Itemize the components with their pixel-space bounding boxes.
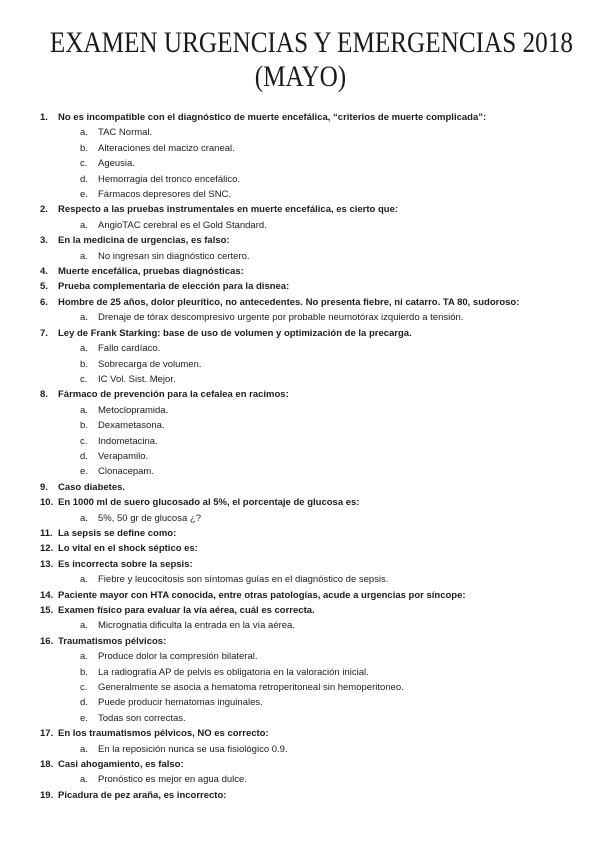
question-number: 5. xyxy=(40,281,48,293)
question-line xyxy=(40,326,580,341)
question-item xyxy=(40,326,580,388)
option-line xyxy=(80,357,580,372)
option-text: Todas son correctas. xyxy=(98,712,186,724)
option-text: Fiebre y leucocitosis son síntomas guías en el diagnóstico de sepsis. xyxy=(98,574,389,586)
option-line xyxy=(80,141,580,156)
question-number: 3. xyxy=(40,235,48,247)
question-line xyxy=(40,233,580,248)
option-line xyxy=(80,434,580,449)
question-number: 14. xyxy=(40,589,54,601)
question-text: Fármaco de prevención para la cefalea en racimos: xyxy=(58,389,289,401)
option-text: En la reposición nunca se usa fisiológico 0.9. xyxy=(98,743,288,755)
question-number: 4. xyxy=(40,266,48,278)
option-letter: c. xyxy=(80,158,88,170)
question-line xyxy=(40,541,580,556)
option-letter: b. xyxy=(80,358,88,370)
option-text: AngioTAC cerebral es el Gold Standard. xyxy=(98,219,267,231)
question-text: Ley de Frank Starking: base de uso de volumen y optimización de la precarga. xyxy=(58,327,412,339)
option-line xyxy=(80,742,580,757)
option-letter: e. xyxy=(80,189,88,201)
option-text: Metoclopramida. xyxy=(98,404,169,416)
question-text: En 1000 ml de suero glucosado al 5%, el porcentaje de glucosa es: xyxy=(58,497,360,509)
question-text: Paciente mayor con HTA conocida, entre otras patologías, acude a urgencias por síncope: xyxy=(58,589,466,601)
option-line xyxy=(80,341,580,356)
question-number: 10. xyxy=(40,497,54,509)
option-letter: a. xyxy=(80,343,88,355)
question-line xyxy=(40,788,580,803)
question-text: Examen físico para evaluar la vía aérea, cuál es correcta. xyxy=(58,605,315,616)
option-line xyxy=(80,449,580,464)
question-number: 8. xyxy=(40,389,48,401)
option-letter: e. xyxy=(80,466,88,478)
question-list xyxy=(0,110,600,803)
question-item xyxy=(40,726,580,757)
option-letter: b. xyxy=(80,142,88,154)
question-line xyxy=(40,480,580,495)
question-line xyxy=(40,526,580,541)
question-text: No es incompatible con el diagnóstico de muerte encefálica, “criterios de muerte complicada”: xyxy=(58,112,487,123)
option-line xyxy=(80,125,580,140)
question-item xyxy=(40,526,580,541)
option-letter: a. xyxy=(80,512,88,524)
option-letter: b. xyxy=(80,420,88,432)
question-item xyxy=(40,233,580,264)
question-line xyxy=(40,603,580,618)
option-line xyxy=(80,403,580,418)
option-letter: a. xyxy=(80,404,88,416)
option-letter: d. xyxy=(80,173,88,185)
question-line xyxy=(40,495,580,510)
option-text: Micrognatia dificulta la entrada en la vía aérea. xyxy=(98,620,295,632)
question-line xyxy=(40,264,580,279)
option-letter: a. xyxy=(80,743,88,755)
option-text: 5%, 50 gr de glucosa ¿? xyxy=(98,512,201,524)
option-letter: a. xyxy=(80,651,88,663)
question-item xyxy=(40,603,580,634)
option-text: Produce dolor la compresión bilateral. xyxy=(98,651,258,663)
question-number: 16. xyxy=(40,635,54,647)
question-line xyxy=(40,588,580,603)
question-line xyxy=(40,279,580,294)
question-text: Traumatismos pélvicos: xyxy=(58,635,167,647)
option-letter: a. xyxy=(80,250,88,262)
question-line xyxy=(40,387,580,402)
option-letter: c. xyxy=(80,373,88,385)
question-number: 13. xyxy=(40,558,54,570)
option-text: TAC Normal. xyxy=(98,127,153,139)
question-number: 6. xyxy=(40,296,48,308)
question-text: Hombre de 25 años, dolor pleurítico, no antecedentes. No presenta fiebre, ni catarro. TA 80, sudoroso: xyxy=(58,296,520,308)
option-line xyxy=(80,711,580,726)
option-text: Puede producir hematomas inguinales. xyxy=(98,697,263,709)
question-number: 7. xyxy=(40,327,48,339)
option-text: Dexametasona. xyxy=(98,420,165,432)
question-line xyxy=(40,726,580,741)
page-title-line-1: EXAMEN URGENCIAS Y EMERGENCIAS 2018 xyxy=(49,26,573,59)
question-number: 11. xyxy=(40,527,53,539)
question-text: Prueba complementaria de elección para la disnea: xyxy=(58,281,290,293)
option-line xyxy=(80,680,580,695)
question-number: 17. xyxy=(40,728,54,740)
option-line xyxy=(80,649,580,664)
option-letter: c. xyxy=(80,435,88,447)
option-line xyxy=(80,172,580,187)
question-item xyxy=(40,788,580,803)
question-item xyxy=(40,757,580,788)
question-text: Es incorrecta sobre la sepsis: xyxy=(58,558,193,570)
option-text: Indometacina. xyxy=(98,435,158,447)
option-letter: b. xyxy=(80,666,88,678)
question-item xyxy=(40,557,580,588)
question-item xyxy=(40,588,580,603)
question-text: Caso diabetes. xyxy=(58,481,126,493)
option-line xyxy=(80,572,580,587)
option-line xyxy=(80,695,580,710)
question-item xyxy=(40,264,580,279)
option-line xyxy=(80,464,580,479)
option-letter: a. xyxy=(80,219,88,231)
option-line xyxy=(80,772,580,787)
option-letter: a. xyxy=(80,312,88,324)
question-line xyxy=(40,202,580,217)
question-number: 2. xyxy=(40,204,48,216)
question-line xyxy=(40,110,580,125)
question-item xyxy=(40,480,580,495)
question-text: Casi ahogamiento, es falso: xyxy=(58,759,184,771)
option-text: Ageusia. xyxy=(98,158,135,170)
option-text: Pronóstico es mejor en agua dulce. xyxy=(98,774,247,786)
question-number: 1. xyxy=(40,112,48,123)
option-line xyxy=(80,187,580,202)
question-text: En los traumatismos pélvicos, NO es correcto: xyxy=(58,728,269,740)
option-line xyxy=(80,511,580,526)
question-item xyxy=(40,110,580,202)
option-letter: a. xyxy=(80,774,88,786)
option-letter: c. xyxy=(80,682,88,694)
option-letter: e. xyxy=(80,712,88,724)
question-number: 19. xyxy=(40,789,54,801)
question-number: 9. xyxy=(40,481,48,493)
question-text: La sepsis se define como: xyxy=(58,527,177,539)
option-text: Clonacepam. xyxy=(98,466,154,478)
option-letter: a. xyxy=(80,127,88,139)
option-text: Fármacos depresores del SNC. xyxy=(98,189,232,201)
option-letter: d. xyxy=(80,450,88,462)
question-item xyxy=(40,495,580,526)
page-title-line-2: (MAYO) xyxy=(254,60,346,93)
question-text: Lo vital en el shock séptico es: xyxy=(58,543,198,555)
option-text: Alteraciones del macizo craneal. xyxy=(98,142,235,154)
option-text: Sobrecarga de volumen. xyxy=(98,358,202,370)
option-line xyxy=(80,618,580,633)
option-text: Fallo cardíaco. xyxy=(98,343,161,355)
option-line xyxy=(80,665,580,680)
option-text: No ingresan sin diagnóstico certero. xyxy=(98,250,250,262)
option-letter: a. xyxy=(80,574,88,586)
option-line xyxy=(80,310,580,325)
question-line xyxy=(40,757,580,772)
option-letter: d. xyxy=(80,697,88,709)
question-item xyxy=(40,387,580,479)
question-number: 18. xyxy=(40,759,54,771)
question-line xyxy=(40,295,580,310)
option-line xyxy=(80,418,580,433)
question-item xyxy=(40,634,580,726)
option-line xyxy=(80,249,580,264)
option-line xyxy=(80,372,580,387)
option-text: Verapamilo. xyxy=(98,450,149,462)
question-text: Respecto a las pruebas instrumentales en muerte encefálica, es cierto que: xyxy=(58,204,399,216)
option-line xyxy=(80,218,580,233)
question-item xyxy=(40,202,580,233)
question-number: 15. xyxy=(40,605,54,616)
option-text: Generalmente se asocia a hematoma retroperitoneal sin hemoperitoneo. xyxy=(98,682,404,694)
option-line xyxy=(80,156,580,171)
question-item xyxy=(40,279,580,294)
option-text: IC Vol. Sist. Mejor. xyxy=(98,373,176,385)
option-text: Drenaje de tórax descompresivo urgente por probable neumotórax izquierdo a tensión. xyxy=(98,312,464,324)
question-number: 12. xyxy=(40,543,54,555)
option-text: La radiografía AP de pelvis es obligatoria en la valoración inicial. xyxy=(98,666,369,678)
page-title xyxy=(0,26,600,94)
question-line xyxy=(40,557,580,572)
question-text: En la medicina de urgencias, es falso: xyxy=(58,235,230,247)
question-text: Muerte encefálica, pruebas diagnósticas: xyxy=(58,266,244,278)
question-text: Picadura de pez araña, es incorrecto: xyxy=(58,789,227,801)
option-letter: a. xyxy=(80,620,88,632)
question-item xyxy=(40,541,580,556)
option-text: Hemorragia del tronco encefálico. xyxy=(98,173,241,185)
question-line xyxy=(40,634,580,649)
question-item xyxy=(40,295,580,326)
